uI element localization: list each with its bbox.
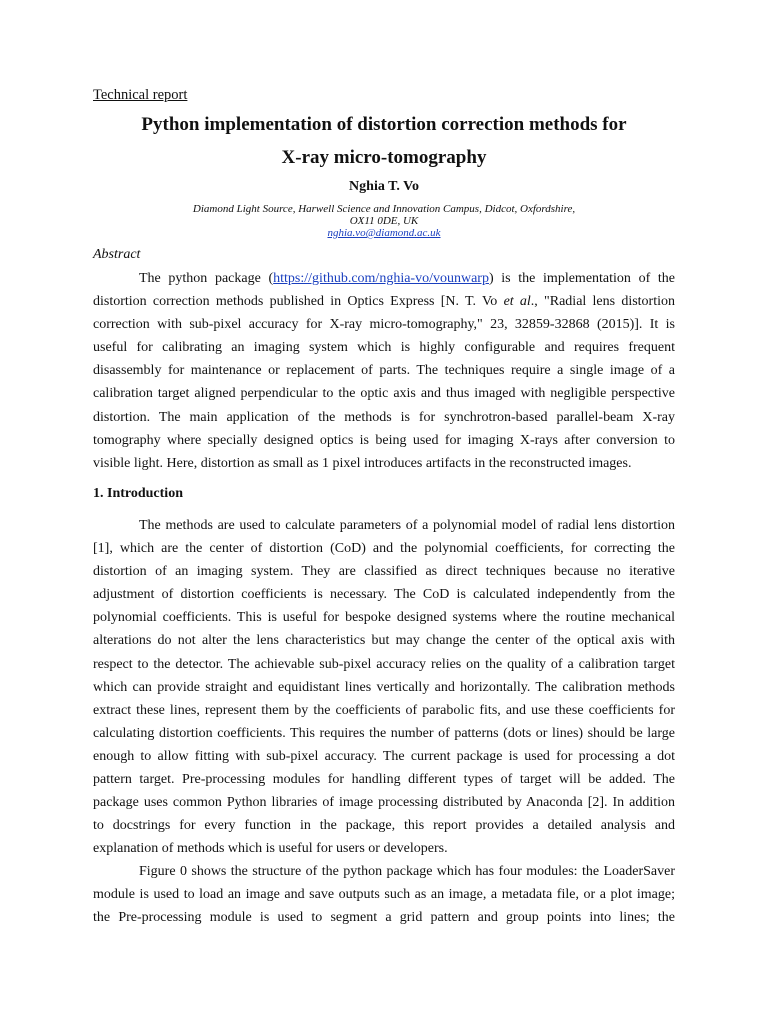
paragraph-line: explanation of methods which is useful for users or developers. xyxy=(93,841,448,857)
report-type-label: Technical report xyxy=(93,87,188,103)
section-heading-introduction: 1. Introduction xyxy=(93,486,183,501)
paragraph-line: to docstrings for every function in the package, this report provides a detailed analysis and xyxy=(93,818,675,834)
paragraph-line: adjustment of distortion coefficients is necessary. The CoD is calculated independently from the xyxy=(93,587,675,603)
paragraph-line: The methods are used to calculate parameters of a polynomial model of radial lens distortion xyxy=(139,518,675,533)
abstract-line: calibration target aligned perpendicular to the optic axis and thus imaged with negligible perspective xyxy=(93,386,675,402)
abstract-line: correction with sub-pixel accuracy for X-ray micro-tomography," 23, 32859-32868 (2015)]. It is xyxy=(93,317,675,333)
paragraph-line: enough to allow fitting with sub-pixel accuracy. The current package is used for processing a dot xyxy=(93,748,675,764)
paragraph-line: package uses common Python libraries of image processing distributed by Anaconda [2]. In addition xyxy=(93,795,675,811)
introduction-paragraph-1 xyxy=(93,514,675,860)
author-email-link[interactable]: nghia.vo@diamond.ac.uk xyxy=(327,227,441,239)
author-name: Nghia T. Vo xyxy=(349,179,419,194)
repository-link[interactable]: https://github.com/nghia-vo/vounwarp xyxy=(273,271,489,286)
paragraph-line: the Pre-processing module is used to segment a grid pattern and group points into lines; the xyxy=(93,910,675,926)
affiliation-line-2: OX11 0DE, UK xyxy=(349,215,419,227)
abstract-line: The python package (https://github.com/nghia-vo/vounwarp) is the implementation of the xyxy=(139,271,675,286)
paragraph-line: Figure 0 shows the structure of the python package which has four modules: the LoaderSaver xyxy=(139,864,675,879)
author-email-container xyxy=(93,227,675,239)
paragraph-line: alterations do not alter the lens characteristics but may change the center of the optical axis with xyxy=(93,633,675,649)
introduction-paragraph-2 xyxy=(93,860,675,929)
paper-title-line-1: Python implementation of distortion correction methods for xyxy=(141,114,627,135)
paragraph-line: calculating distortion coefficients. This requires the number of patterns (dots or lines) should be large xyxy=(93,725,675,741)
paragraph-line: extract these lines, represent them by the coefficients of parabolic fits, and use these coefficients for xyxy=(93,702,675,718)
abstract-line: disassembly for maintenance or replacement of parts. The techniques require a single image of a xyxy=(93,363,675,379)
abstract-line: useful for calibrating an imaging system which is highly configurable and requires frequent xyxy=(93,340,675,356)
paragraph-line: [1], which are the center of distortion (CoD) and the polynomial coefficients, for correcting the xyxy=(93,541,675,557)
paragraph-line: distortion of an imaging system. They are classified as direct techniques because no iterative xyxy=(93,564,675,580)
abstract-line: distortion correction methods published in Optics Express [N. T. Vo et al., "Radial lens distortion xyxy=(93,294,675,310)
affiliation-line-1: Diamond Light Source, Harwell Science and Innovation Campus, Didcot, Oxfordshire, xyxy=(192,203,576,215)
paragraph-line: polynomial coefficients. This is useful for bespoke designed systems where the routine mechanical xyxy=(93,610,675,626)
abstract-line: distortion. The main application of the methods is for synchrotron-based parallel-beam X-ray xyxy=(93,409,675,425)
paragraph-line: pattern target. Pre-processing modules for handling different types of target will be added. The xyxy=(93,772,675,788)
paper-title-line-2: X-ray micro-tomography xyxy=(281,147,487,168)
paragraph-line: module is used to load an image and save outputs such as an image, a metadata file, or a plot image; xyxy=(93,887,675,903)
paragraph-line: which can provide straight and equidistant lines vertically and horizontally. The calibration methods xyxy=(93,679,675,695)
abstract-line: visible light. Here, distortion as small as 1 pixel introduces artifacts in the reconstructed images. xyxy=(93,455,632,471)
abstract-line: tomography where specially designed optics is being used for imaging X-rays after conversion to xyxy=(93,432,675,448)
paragraph-line: respect to the detector. The achievable sub-pixel accuracy relies on the quality of a calibration target xyxy=(93,656,675,672)
abstract-label: Abstract xyxy=(93,247,141,262)
abstract-paragraph xyxy=(93,267,675,475)
